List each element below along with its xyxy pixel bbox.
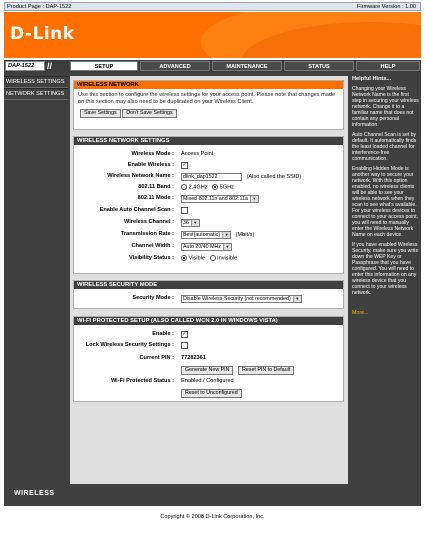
section-title: WI-FI PROTECTED SETUP (ALSO CALLED WCN 2.0 IN WINDOWS VISTA) [74,317,343,325]
product-page-text: Product Page : DAP-1522 [7,4,72,10]
sidebar-item-wireless-settings[interactable]: WIRELESS SETTINGS [4,76,68,88]
security-mode-select[interactable]: Disable Wireless Security (not recommended) ▼ [181,295,302,303]
model-badge: DAP-1522 [5,61,45,71]
current-pin-value: 77282361 [181,355,206,361]
wireless-mode-value: Access Point [181,151,214,157]
footer-wireless-label: WIRELESS [14,490,55,497]
reset-pin-button[interactable]: Reset PIN to Default [238,366,294,375]
band-5ghz-radio[interactable] [212,184,218,190]
visibility-visible-radio[interactable] [181,255,187,261]
page-body [4,72,421,484]
footer-bar [4,484,421,506]
visibility-invisible-label: Invisible [217,255,238,262]
tab-help[interactable]: HELP [356,61,420,71]
enable-wireless-label: Enable Wireless : [127,162,174,168]
dlink-logo: D-Link [10,24,75,44]
wps-enable-checkbox[interactable]: ✓ [182,331,187,337]
network-name-label: Wireless Network Name : [107,173,174,179]
main-content [70,76,348,484]
dont-save-settings-button[interactable]: Don't Save Settings [122,109,176,118]
wireless-settings-section [73,136,344,274]
main-nav [4,60,421,72]
security-mode-label: Security Mode : [132,295,174,301]
hint-text: Auto Channel Scan is set by default. It automatically finds the least loaded channel for interference-free communication. [352,132,417,162]
visibility-label: Visibility Status : [129,255,174,261]
hints-title: Helpful Hints... [352,76,392,82]
hint-text: Enabling Hidden Mode is another way to secure your network. With this option enabled, no wireless clients will be able to see your wireless network when they scan to see what's available. For your wireless devices to connect to your access point, you will need to manually enter the Wireless Network Name on each device. [352,166,418,238]
band-label: 802.11 Band : [138,184,174,190]
mode-80211-label: 802.11 Mode : [137,195,174,201]
firmware-version-text: Firmware Version : 1.00 [356,4,416,10]
section-title: WIRELESS NETWORK SETTINGS [74,137,343,145]
wps-section [73,316,344,402]
ssid-note: (Also called the SSID) [246,174,302,180]
tab-maintenance[interactable]: MAINTENANCE [212,61,282,71]
channel-width-select[interactable]: Auto 20/40 MHz ▼ [181,243,232,251]
hint-text: If you have enabled Wireless Security, make sure you write down the WEP Key or Passphrase that you have configured. You will need to enter this information on any wireless device that you connect to your wireless network. [352,242,419,296]
channel-label: Wireless Channel : [124,219,174,225]
chevron-down-icon: ▼ [223,244,231,250]
sidebar [4,76,68,100]
section-description: Use this section to configure the wireless settings for your access point. Please note that changes made on this section may also need to be duplicated on your Wireless Client. [78,92,336,105]
visibility-visible-label: Visible [188,255,205,262]
auto-channel-checkbox[interactable] [181,207,188,214]
generate-pin-button[interactable]: Generate New PIN [181,366,233,375]
lock-security-checkbox[interactable] [181,342,188,349]
copyright-text: Copyright © 2008 D-Link Corporation, Inc. [160,514,265,520]
network-name-input[interactable]: dlink_dap1522 [181,173,242,181]
header-banner [4,12,421,58]
tx-rate-label: Transmission Rate : [120,231,174,237]
helpful-hints-panel [350,76,421,480]
tab-status[interactable]: STATUS [284,61,354,71]
chevron-down-icon: ▼ [222,232,230,238]
current-pin-label: Current PIN : [139,355,174,361]
wps-enable-label: Enable : [152,331,174,337]
chevron-down-icon: ▼ [191,220,199,226]
top-info-bar [4,2,421,11]
more-link[interactable]: More... [352,310,369,316]
band-24ghz-radio[interactable] [181,184,187,190]
visibility-invisible-radio[interactable] [210,255,216,261]
nav-slash-decoration: // [47,61,53,71]
channel-width-label: Channel Width : [131,243,174,249]
wireless-network-section [73,80,344,130]
enable-wireless-checkbox[interactable]: ✓ [182,162,187,168]
save-settings-button[interactable]: Save Settings [80,109,121,118]
band-5ghz-label: 5GHz [219,184,234,191]
section-title: WIRELESS NETWORK [74,81,343,89]
section-title: WIRELESS SECURITY MODE [74,281,343,289]
mode-80211-select[interactable]: Mixed 802.11n and 802.11a ▼ [181,195,259,203]
chevron-down-icon: ▼ [250,196,258,202]
lock-security-label: Lock Wireless Security Settings : [85,342,174,348]
reset-unconfigured-button[interactable]: Reset to Unconfigured [181,389,242,398]
wps-status-label: Wi-Fi Protected Status : [110,378,174,384]
wps-status-value: Enabled / Configured [181,378,234,384]
tx-rate-unit: (Mbit/s) [235,232,255,238]
tx-rate-select[interactable]: Best(automatic) ▼ [181,231,231,239]
security-mode-section [73,280,344,309]
sidebar-item-network-settings[interactable]: NETWORK SETTINGS [4,88,68,100]
chevron-down-icon: ▼ [293,296,301,302]
tab-advanced[interactable]: ADVANCED [140,61,210,71]
auto-channel-label: Enable Auto Channel Scan : [99,207,174,213]
channel-select[interactable]: 36 ▼ [181,219,200,227]
tab-setup[interactable]: SETUP [70,61,138,71]
wireless-mode-label: Wireless Mode : [131,151,174,157]
band-24ghz-label: 2.4GHz [188,184,208,191]
hint-text: Changing your Wireless Network Name is the first step in securing your wireless network. Change it to a familiar name that does not contain any personal information. [352,86,419,128]
